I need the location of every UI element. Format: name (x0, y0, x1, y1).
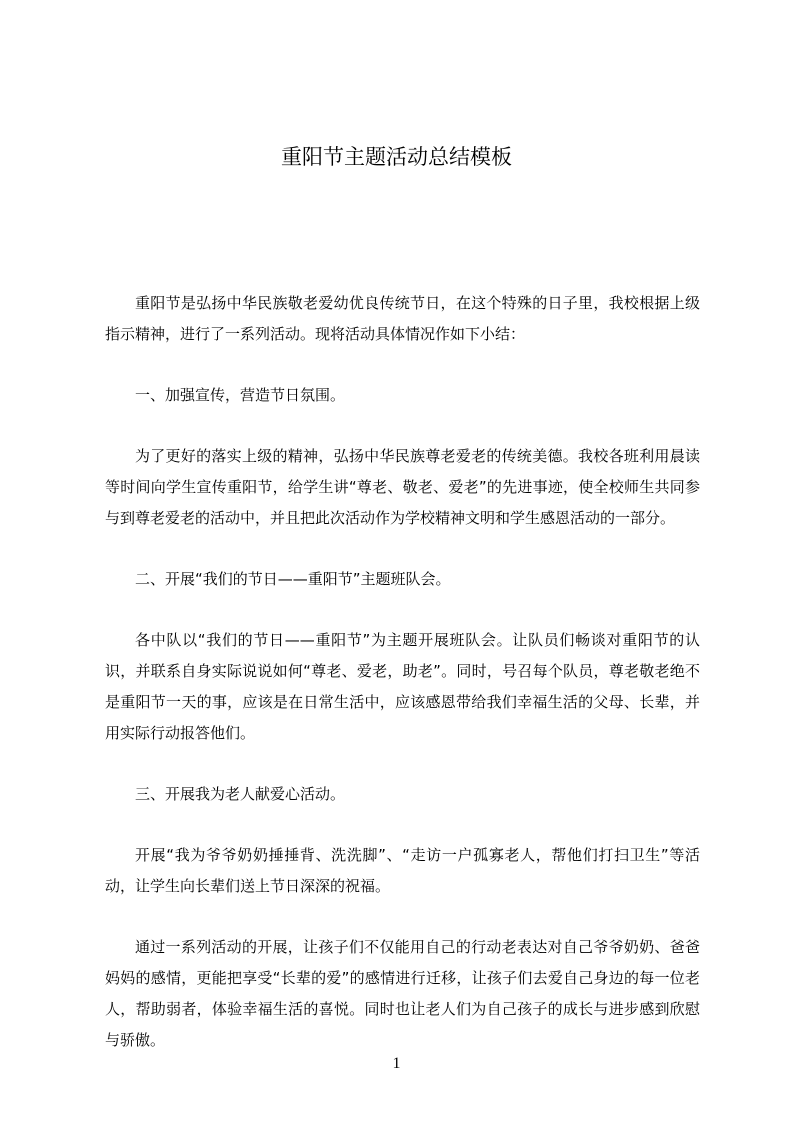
section-heading-3: 三、开展我为老人献爱心活动。 (135, 785, 346, 803)
section-paragraph-2: 各中队以“我们的节日——重阳节”为主题开展班队会。让队员们畅谈对重阳节的认识，并联系自身实际说说如何“尊老、爱老，助老”。同时，号召每个队员，尊老敬老绝不是重阳节一天的事，应该是在日常生活中，应该感恩带给我们幸福生活的父母、长辈，并用实际行动报答他们。 (105, 631, 700, 742)
intro-paragraph: 重阳节是弘扬中华民族敬老爱幼优良传统节日，在这个特殊的日子里，我校根据上级指示精神，进行了一系列活动。现将活动具体情况作如下小结： (105, 294, 700, 343)
document-title: 重阳节主题活动总结模板 (281, 145, 512, 169)
section-heading-1: 一、加强宣传，营造节日氛围。 (135, 386, 346, 404)
section-heading-2: 二、开展“我们的节日——重阳节”主题班队会。 (135, 570, 451, 588)
page-number: 1 (392, 1055, 401, 1072)
document-body (105, 288, 700, 1056)
section-paragraph-3: 开展“我为爷爷奶奶捶捶背、洗洗脚”、“走访一户孤寡老人，帮他们打扫卫生”等活动，让学生向长辈们送上节日深深的祝福。 (105, 846, 700, 895)
section-paragraph-1: 为了更好的落实上级的精神，弘扬中华民族尊老爱老的传统美德。我校各班利用晨读等时间向学生宣传重阳节，给学生讲“尊老、敬老、爱老”的先进事迹，使全校师生共同参与到尊老爱老的活动中，并且把此次活动作为学校精神文明和学生感恩活动的一部分。 (105, 447, 700, 527)
conclusion-paragraph: 通过一系列活动的开展，让孩子们不仅能用自己的行动老表达对自己爷爷奶奶、爸爸妈妈的感情，更能把享受“长辈的爱”的感情进行迁移，让孩子们去爱自己身边的每一位老人，帮助弱者，体验幸福生活的喜悦。同时也让老人们为自己孩子的成长与进步感到欣慰与骄傲。 (105, 938, 700, 1049)
